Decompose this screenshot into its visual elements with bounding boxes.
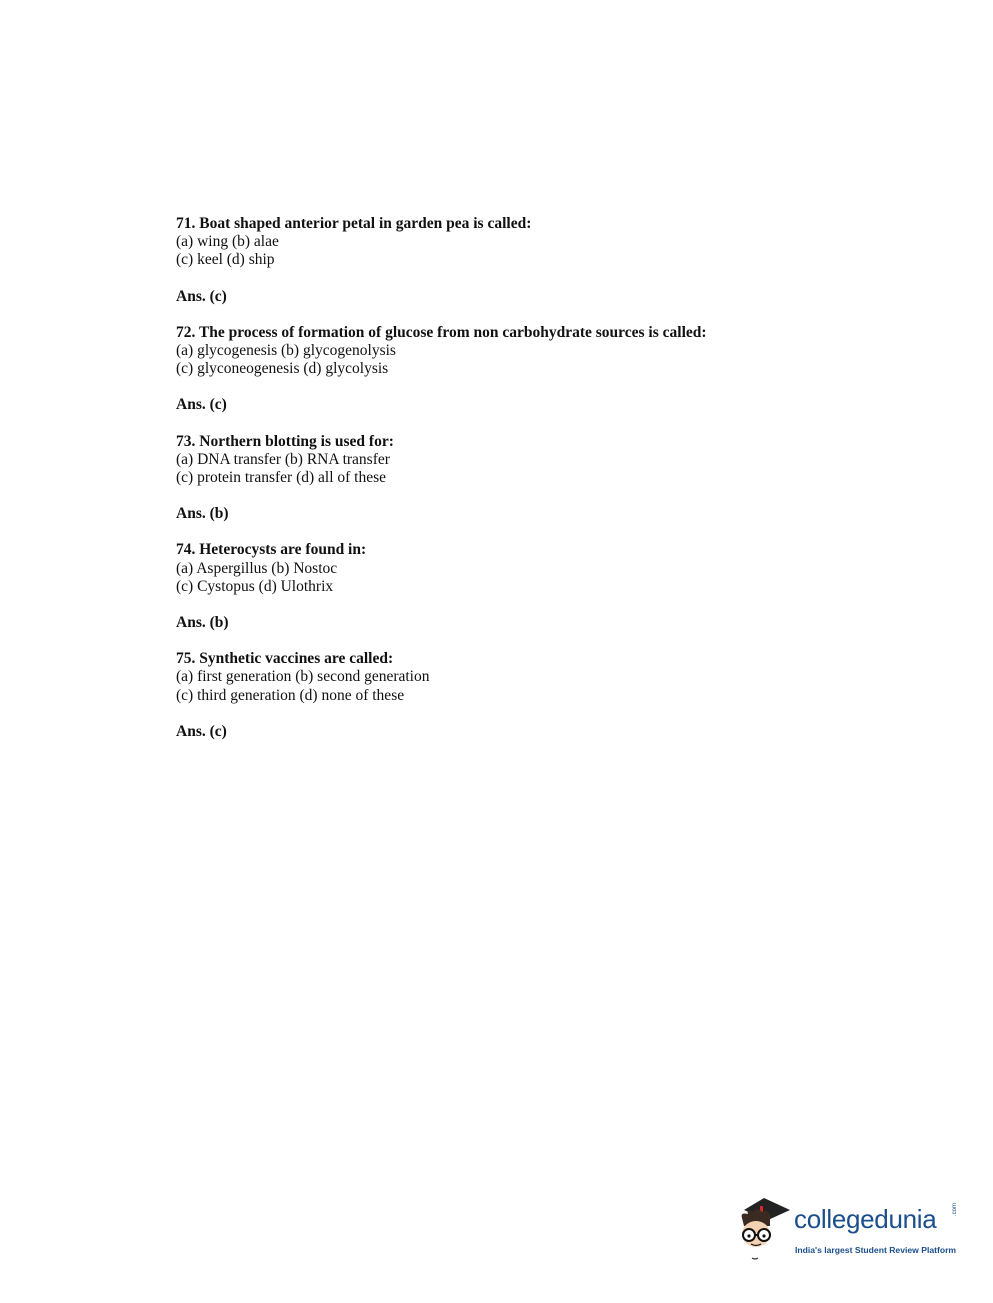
- question-text: 74. Heterocysts are found in:: [176, 541, 367, 559]
- options-line: (c) keel (d) ship: [176, 251, 275, 269]
- options-line: (c) glyconeogenesis (d) glycolysis: [176, 360, 389, 378]
- question-text: 73. Northern blotting is used for:: [176, 432, 394, 450]
- options-line: (c) Cystopus (d) Ulothrix: [176, 577, 334, 595]
- graduate-mascot-icon: [734, 1196, 792, 1266]
- answer-text: Ans. (b): [176, 505, 229, 523]
- question-75: [176, 650, 876, 741]
- logo-wordmark: collegedunia: [794, 1204, 937, 1234]
- question-text: 71. Boat shaped anterior petal in garden pea is called:: [176, 215, 532, 232]
- answer-text: Ans. (c): [176, 722, 227, 740]
- options-line: (c) third generation (d) none of these: [176, 686, 405, 704]
- options-line: (a) Aspergillus (b) Nostoc: [176, 559, 338, 577]
- collegedunia-logo[interactable]: [734, 1196, 964, 1268]
- answer-text: Ans. (b): [176, 614, 229, 632]
- question-list: [176, 215, 876, 759]
- question-73: [176, 433, 876, 524]
- question-71: [176, 215, 876, 306]
- question-text: 75. Synthetic vaccines are called:: [176, 650, 394, 668]
- logo-suffix: .com: [952, 1202, 958, 1216]
- question-74: [176, 541, 876, 632]
- answer-text: Ans. (c): [176, 287, 227, 305]
- options-line: (a) wing (b) alae: [176, 233, 279, 251]
- logo-tagline: India's largest Student Review Platform: [795, 1245, 957, 1255]
- answer-text: Ans. (c): [176, 396, 227, 414]
- options-line: (a) first generation (b) second generation: [176, 668, 430, 686]
- options-line: (a) glycogenesis (b) glycogenolysis: [176, 342, 396, 360]
- question-72: [176, 324, 876, 415]
- options-line: (a) DNA transfer (b) RNA transfer: [176, 450, 390, 468]
- question-text: 72. The process of formation of glucose from non carbohydrate sources is called:: [176, 323, 707, 341]
- options-line: (c) protein transfer (d) all of these: [176, 469, 387, 487]
